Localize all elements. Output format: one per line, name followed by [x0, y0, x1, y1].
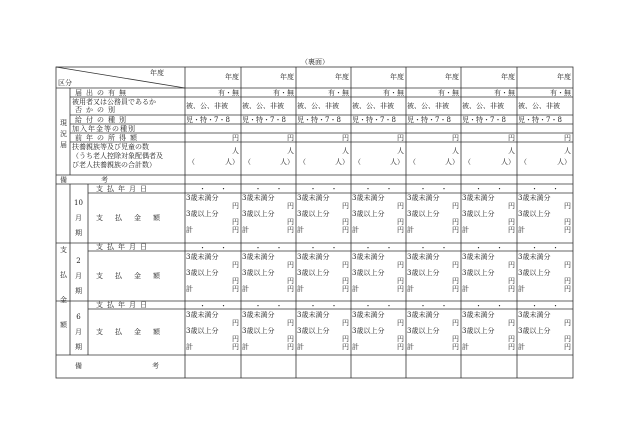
todokede-value: 有・無 — [494, 89, 515, 97]
yen-label: 円 — [232, 319, 239, 327]
row-nenkin-label: 加入年金等の種別 — [72, 125, 136, 133]
period-char: 期 — [75, 229, 82, 237]
yen-label: 円 — [452, 202, 459, 210]
yen-label: 円 — [397, 319, 404, 327]
yen-label: 円 — [508, 202, 515, 210]
hiyosha-value: 被、公、非被 — [407, 102, 449, 110]
row-shotoku-label: 前年の所得額 — [75, 134, 141, 142]
pay-date-dots: ・ ・ — [419, 244, 448, 252]
yen-label: 円 — [508, 277, 515, 285]
todokede-value: 有・無 — [550, 89, 571, 97]
period-2-label — [74, 254, 83, 299]
yen-label: 円 — [508, 226, 515, 234]
yen-label: 円 — [342, 226, 349, 234]
fuyo-nin: 人 — [508, 147, 515, 155]
yen-label: 円 — [342, 285, 349, 293]
age-under3-label: 3歳未満分 — [518, 253, 551, 261]
age-under3-label: 3歳未満分 — [186, 311, 219, 319]
age-over3-label: 3歳以上分 — [186, 327, 219, 335]
total-label: 計 — [186, 343, 193, 351]
yen-label: 円 — [452, 218, 459, 226]
hiyosha-value: 被、公、非被 — [352, 102, 394, 110]
yen-label: 円 — [287, 335, 294, 343]
payment-biko-label: 備考 — [75, 362, 229, 370]
fuyo-paren-open: （ — [188, 158, 195, 166]
total-label: 計 — [297, 285, 304, 293]
yen-label: 円 — [397, 202, 404, 210]
yen-label: 円 — [452, 277, 459, 285]
yen-label: 円 — [564, 319, 571, 327]
age-under3-label: 3歳未満分 — [518, 194, 551, 202]
yen-label: 円 — [287, 343, 294, 351]
payment-date-label-3: 支払年月日 — [96, 301, 151, 309]
kyufu-value: 児・特・7・8 — [186, 116, 230, 124]
yen-label: 円 — [508, 285, 515, 293]
kyufu-value: 児・特・7・8 — [297, 116, 341, 124]
age-under3-label: 3歳未満分 — [242, 311, 275, 319]
header-year-label: 年度 — [150, 69, 164, 77]
hiyosha-value: 被、公、非被 — [186, 102, 228, 110]
yen-label: 円 — [564, 285, 571, 293]
age-under3-label: 3歳未満分 — [297, 194, 330, 202]
pay-date-dots: ・ ・ — [254, 244, 283, 252]
age-under3-label: 3歳未満分 — [186, 253, 219, 261]
column-year: 年度 — [557, 73, 571, 81]
period-char: 2 — [76, 257, 81, 265]
pay-date-dots: ・ ・ — [531, 302, 559, 310]
todokede-value: 有・無 — [218, 89, 239, 97]
yen-label: 円 — [508, 261, 515, 269]
yen-label: 円 — [287, 319, 294, 327]
yen-label: 円 — [508, 218, 515, 226]
yen-label: 円 — [232, 226, 239, 234]
period-10-label — [74, 196, 83, 241]
page-side-label: （裏面） — [301, 58, 329, 66]
row-biko-label: 備考 — [60, 176, 142, 184]
yen-label: 円 — [287, 202, 294, 210]
age-over3-label: 3歳以上分 — [186, 269, 219, 277]
yen-label: 円 — [452, 226, 459, 234]
age-over3-label: 3歳以上分 — [242, 269, 275, 277]
hiyosha-value: 被、公、非被 — [297, 102, 339, 110]
hiyosha-value: 被、公、非被 — [462, 102, 504, 110]
yen-label: 円 — [232, 343, 239, 351]
kyufu-value: 児・特・7・8 — [407, 116, 451, 124]
age-under3-label: 3歳未満分 — [407, 253, 440, 261]
total-label: 計 — [242, 285, 249, 293]
yen-label: 円 — [397, 285, 404, 293]
yen-label: 円 — [287, 226, 294, 234]
age-over3-label: 3歳以上分 — [352, 327, 385, 335]
period-char: 月 — [75, 328, 82, 336]
age-under3-label: 3歳未満分 — [462, 194, 495, 202]
yen-label: 円 — [287, 218, 294, 226]
total-label: 計 — [407, 285, 414, 293]
row-fuyo-label-2: （うち老人控除対象配偶者及 — [72, 152, 163, 160]
age-over3-label: 3歳以上分 — [462, 210, 495, 218]
row-hiyosha-label-2: 否かの別 — [75, 106, 119, 114]
fuyo-nin: 人 — [397, 147, 404, 155]
yen-label: 円 — [232, 335, 239, 343]
age-under3-label: 3歳未満分 — [462, 253, 495, 261]
column-year: 年度 — [280, 73, 294, 81]
yen-label: 円 — [287, 277, 294, 285]
fuyo-nin: 人 — [452, 147, 459, 155]
kyufu-value: 児・特・7・8 — [352, 116, 396, 124]
age-under3-label: 3歳未満分 — [352, 194, 385, 202]
fuyo-paren-open: （ — [244, 158, 251, 166]
section-genkyo-label: 現況届 — [60, 119, 67, 149]
age-over3-label: 3歳以上分 — [407, 327, 440, 335]
pay-date-dots: ・ ・ — [254, 302, 283, 310]
total-label: 計 — [462, 343, 469, 351]
pay-date-dots: ・ ・ — [364, 302, 393, 310]
pay-date-dots: ・ ・ — [199, 185, 227, 193]
yen-label: 円 — [342, 218, 349, 226]
fuyo-nin: 人 — [564, 147, 571, 155]
shotoku-yen: 円 — [397, 134, 404, 142]
fuyo-paren-open: （ — [299, 158, 306, 166]
fuyo-paren-close: 人） — [445, 158, 459, 166]
yen-label: 円 — [342, 277, 349, 285]
yen-label: 円 — [508, 319, 515, 327]
period-char: 月 — [75, 272, 82, 280]
yen-label: 円 — [452, 343, 459, 351]
yen-label: 円 — [452, 319, 459, 327]
period-char: 6 — [76, 313, 81, 321]
column-year: 年度 — [501, 73, 515, 81]
yen-label: 円 — [564, 261, 571, 269]
yen-label: 円 — [397, 226, 404, 234]
yen-label: 円 — [232, 202, 239, 210]
yen-label: 円 — [342, 335, 349, 343]
yen-label: 円 — [397, 261, 404, 269]
payment-date-label-2: 支払年月日 — [96, 243, 151, 251]
fuyo-paren-close: 人） — [225, 158, 239, 166]
yen-label: 円 — [452, 285, 459, 293]
age-under3-label: 3歳未満分 — [297, 253, 330, 261]
row-hiyosha-label-1: 被用者又は公務員であるか — [72, 98, 156, 106]
shotoku-yen: 円 — [452, 134, 459, 142]
total-label: 計 — [518, 226, 525, 234]
pay-date-dots: ・ ・ — [254, 185, 283, 193]
period-6-label — [74, 310, 83, 355]
pay-date-dots: ・ ・ — [475, 244, 503, 252]
header-kubun-label: 区分 — [58, 79, 72, 87]
fuyo-paren-open: （ — [354, 158, 361, 166]
age-over3-label: 3歳以上分 — [242, 327, 275, 335]
fuyo-paren-close: 人） — [557, 158, 571, 166]
age-over3-label: 3歳以上分 — [518, 210, 551, 218]
age-under3-label: 3歳未満分 — [242, 194, 275, 202]
total-label: 計 — [297, 343, 304, 351]
yen-label: 円 — [508, 343, 515, 351]
yen-label: 円 — [564, 335, 571, 343]
pay-date-dots: ・ ・ — [419, 302, 448, 310]
pay-date-dots: ・ ・ — [475, 185, 503, 193]
fuyo-paren-close: 人） — [501, 158, 515, 166]
age-under3-label: 3歳未満分 — [352, 311, 385, 319]
yen-label: 円 — [397, 343, 404, 351]
total-label: 計 — [518, 343, 525, 351]
fuyo-paren-open: （ — [409, 158, 416, 166]
yen-label: 円 — [232, 261, 239, 269]
total-label: 計 — [352, 226, 359, 234]
hiyosha-value: 被、公、非被 — [242, 102, 284, 110]
age-under3-label: 3歳未満分 — [297, 311, 330, 319]
total-label: 計 — [462, 285, 469, 293]
shotoku-yen: 円 — [564, 134, 571, 142]
age-over3-label: 3歳以上分 — [407, 269, 440, 277]
age-under3-label: 3歳未満分 — [352, 253, 385, 261]
row-fuyo-label-3: び老人扶養親族の合計数） — [72, 161, 156, 169]
age-over3-label: 3歳以上分 — [242, 210, 275, 218]
kyufu-value: 児・特・7・8 — [242, 116, 286, 124]
payment-amount-label-2: 支払金額 — [96, 272, 172, 280]
todokede-value: 有・無 — [273, 89, 294, 97]
pay-date-dots: ・ ・ — [309, 244, 338, 252]
age-under3-label: 3歳未満分 — [186, 194, 219, 202]
kyufu-value: 児・特・7・8 — [518, 116, 562, 124]
yen-label: 円 — [564, 343, 571, 351]
yen-label: 円 — [342, 319, 349, 327]
total-label: 計 — [297, 226, 304, 234]
pay-date-dots: ・ ・ — [531, 244, 559, 252]
todokede-value: 有・無 — [383, 89, 404, 97]
total-label: 計 — [352, 343, 359, 351]
yen-label: 円 — [452, 335, 459, 343]
shotoku-yen: 円 — [508, 134, 515, 142]
payment-amount-label-1: 支払金額 — [96, 214, 172, 222]
age-under3-label: 3歳未満分 — [518, 311, 551, 319]
total-label: 計 — [186, 226, 193, 234]
row-todokede-label: 届出の有無 — [75, 89, 130, 97]
fuyo-paren-close: 人） — [335, 158, 349, 166]
pay-date-dots: ・ ・ — [419, 185, 448, 193]
pay-date-dots: ・ ・ — [475, 302, 503, 310]
total-label: 計 — [407, 226, 414, 234]
age-under3-label: 3歳未満分 — [242, 253, 275, 261]
yen-label: 円 — [232, 218, 239, 226]
fuyo-nin: 人 — [232, 147, 239, 155]
fuyo-nin: 人 — [287, 147, 294, 155]
pay-date-dots: ・ ・ — [199, 302, 227, 310]
age-over3-label: 3歳以上分 — [352, 210, 385, 218]
yen-label: 円 — [564, 226, 571, 234]
fuyo-paren-close: 人） — [390, 158, 404, 166]
todokede-value: 有・無 — [328, 89, 349, 97]
section-shiharai-label: 支払金額 — [60, 246, 67, 329]
column-year: 年度 — [390, 73, 404, 81]
yen-label: 円 — [342, 261, 349, 269]
payment-amount-label-3: 支払金額 — [96, 328, 172, 336]
total-label: 計 — [242, 343, 249, 351]
shotoku-yen: 円 — [232, 134, 239, 142]
pay-date-dots: ・ ・ — [309, 185, 338, 193]
age-over3-label: 3歳以上分 — [297, 210, 330, 218]
fuyo-nin: 人 — [342, 147, 349, 155]
total-label: 計 — [518, 285, 525, 293]
total-label: 計 — [407, 343, 414, 351]
yen-label: 円 — [342, 343, 349, 351]
pay-date-dots: ・ ・ — [364, 244, 393, 252]
column-year: 年度 — [225, 73, 239, 81]
fuyo-paren-close: 人） — [280, 158, 294, 166]
pay-date-dots: ・ ・ — [199, 244, 227, 252]
shotoku-yen: 円 — [342, 134, 349, 142]
age-over3-label: 3歳以上分 — [297, 327, 330, 335]
column-year: 年度 — [335, 73, 349, 81]
age-over3-label: 3歳以上分 — [186, 210, 219, 218]
shotoku-yen: 円 — [287, 134, 294, 142]
hiyosha-value: 被、公、非被 — [518, 102, 560, 110]
yen-label: 円 — [508, 335, 515, 343]
age-under3-label: 3歳未満分 — [462, 311, 495, 319]
yen-label: 円 — [397, 277, 404, 285]
period-char: 期 — [75, 287, 82, 295]
pay-date-dots: ・ ・ — [309, 302, 338, 310]
column-year: 年度 — [445, 73, 459, 81]
age-over3-label: 3歳以上分 — [518, 269, 551, 277]
pay-date-dots: ・ ・ — [364, 185, 393, 193]
age-over3-label: 3歳以上分 — [462, 327, 495, 335]
payment-date-label-1: 支払年月日 — [96, 185, 151, 193]
pay-date-dots: ・ ・ — [531, 185, 559, 193]
age-over3-label: 3歳以上分 — [352, 269, 385, 277]
age-over3-label: 3歳以上分 — [297, 269, 330, 277]
yen-label: 円 — [232, 277, 239, 285]
yen-label: 円 — [564, 277, 571, 285]
total-label: 計 — [242, 226, 249, 234]
yen-label: 円 — [287, 285, 294, 293]
total-label: 計 — [186, 285, 193, 293]
yen-label: 円 — [397, 218, 404, 226]
age-under3-label: 3歳未満分 — [407, 311, 440, 319]
age-under3-label: 3歳未満分 — [407, 194, 440, 202]
todokede-value: 有・無 — [438, 89, 459, 97]
yen-label: 円 — [397, 335, 404, 343]
age-over3-label: 3歳以上分 — [407, 210, 440, 218]
fuyo-paren-open: （ — [520, 158, 527, 166]
period-char: 10 — [74, 199, 83, 207]
yen-label: 円 — [287, 261, 294, 269]
row-fuyo-label-1: 扶養親族等及び児童の数 — [72, 143, 149, 151]
yen-label: 円 — [342, 202, 349, 210]
total-label: 計 — [352, 285, 359, 293]
kyufu-value: 児・特・7・8 — [462, 116, 506, 124]
fuyo-paren-open: （ — [464, 158, 471, 166]
yen-label: 円 — [564, 202, 571, 210]
yen-label: 円 — [452, 261, 459, 269]
age-over3-label: 3歳以上分 — [518, 327, 551, 335]
yen-label: 円 — [232, 285, 239, 293]
yen-label: 円 — [564, 218, 571, 226]
period-char: 期 — [75, 343, 82, 351]
period-char: 月 — [75, 214, 82, 222]
row-kyufu-label: 給付の種別 — [75, 116, 130, 124]
total-label: 計 — [462, 226, 469, 234]
age-over3-label: 3歳以上分 — [462, 269, 495, 277]
